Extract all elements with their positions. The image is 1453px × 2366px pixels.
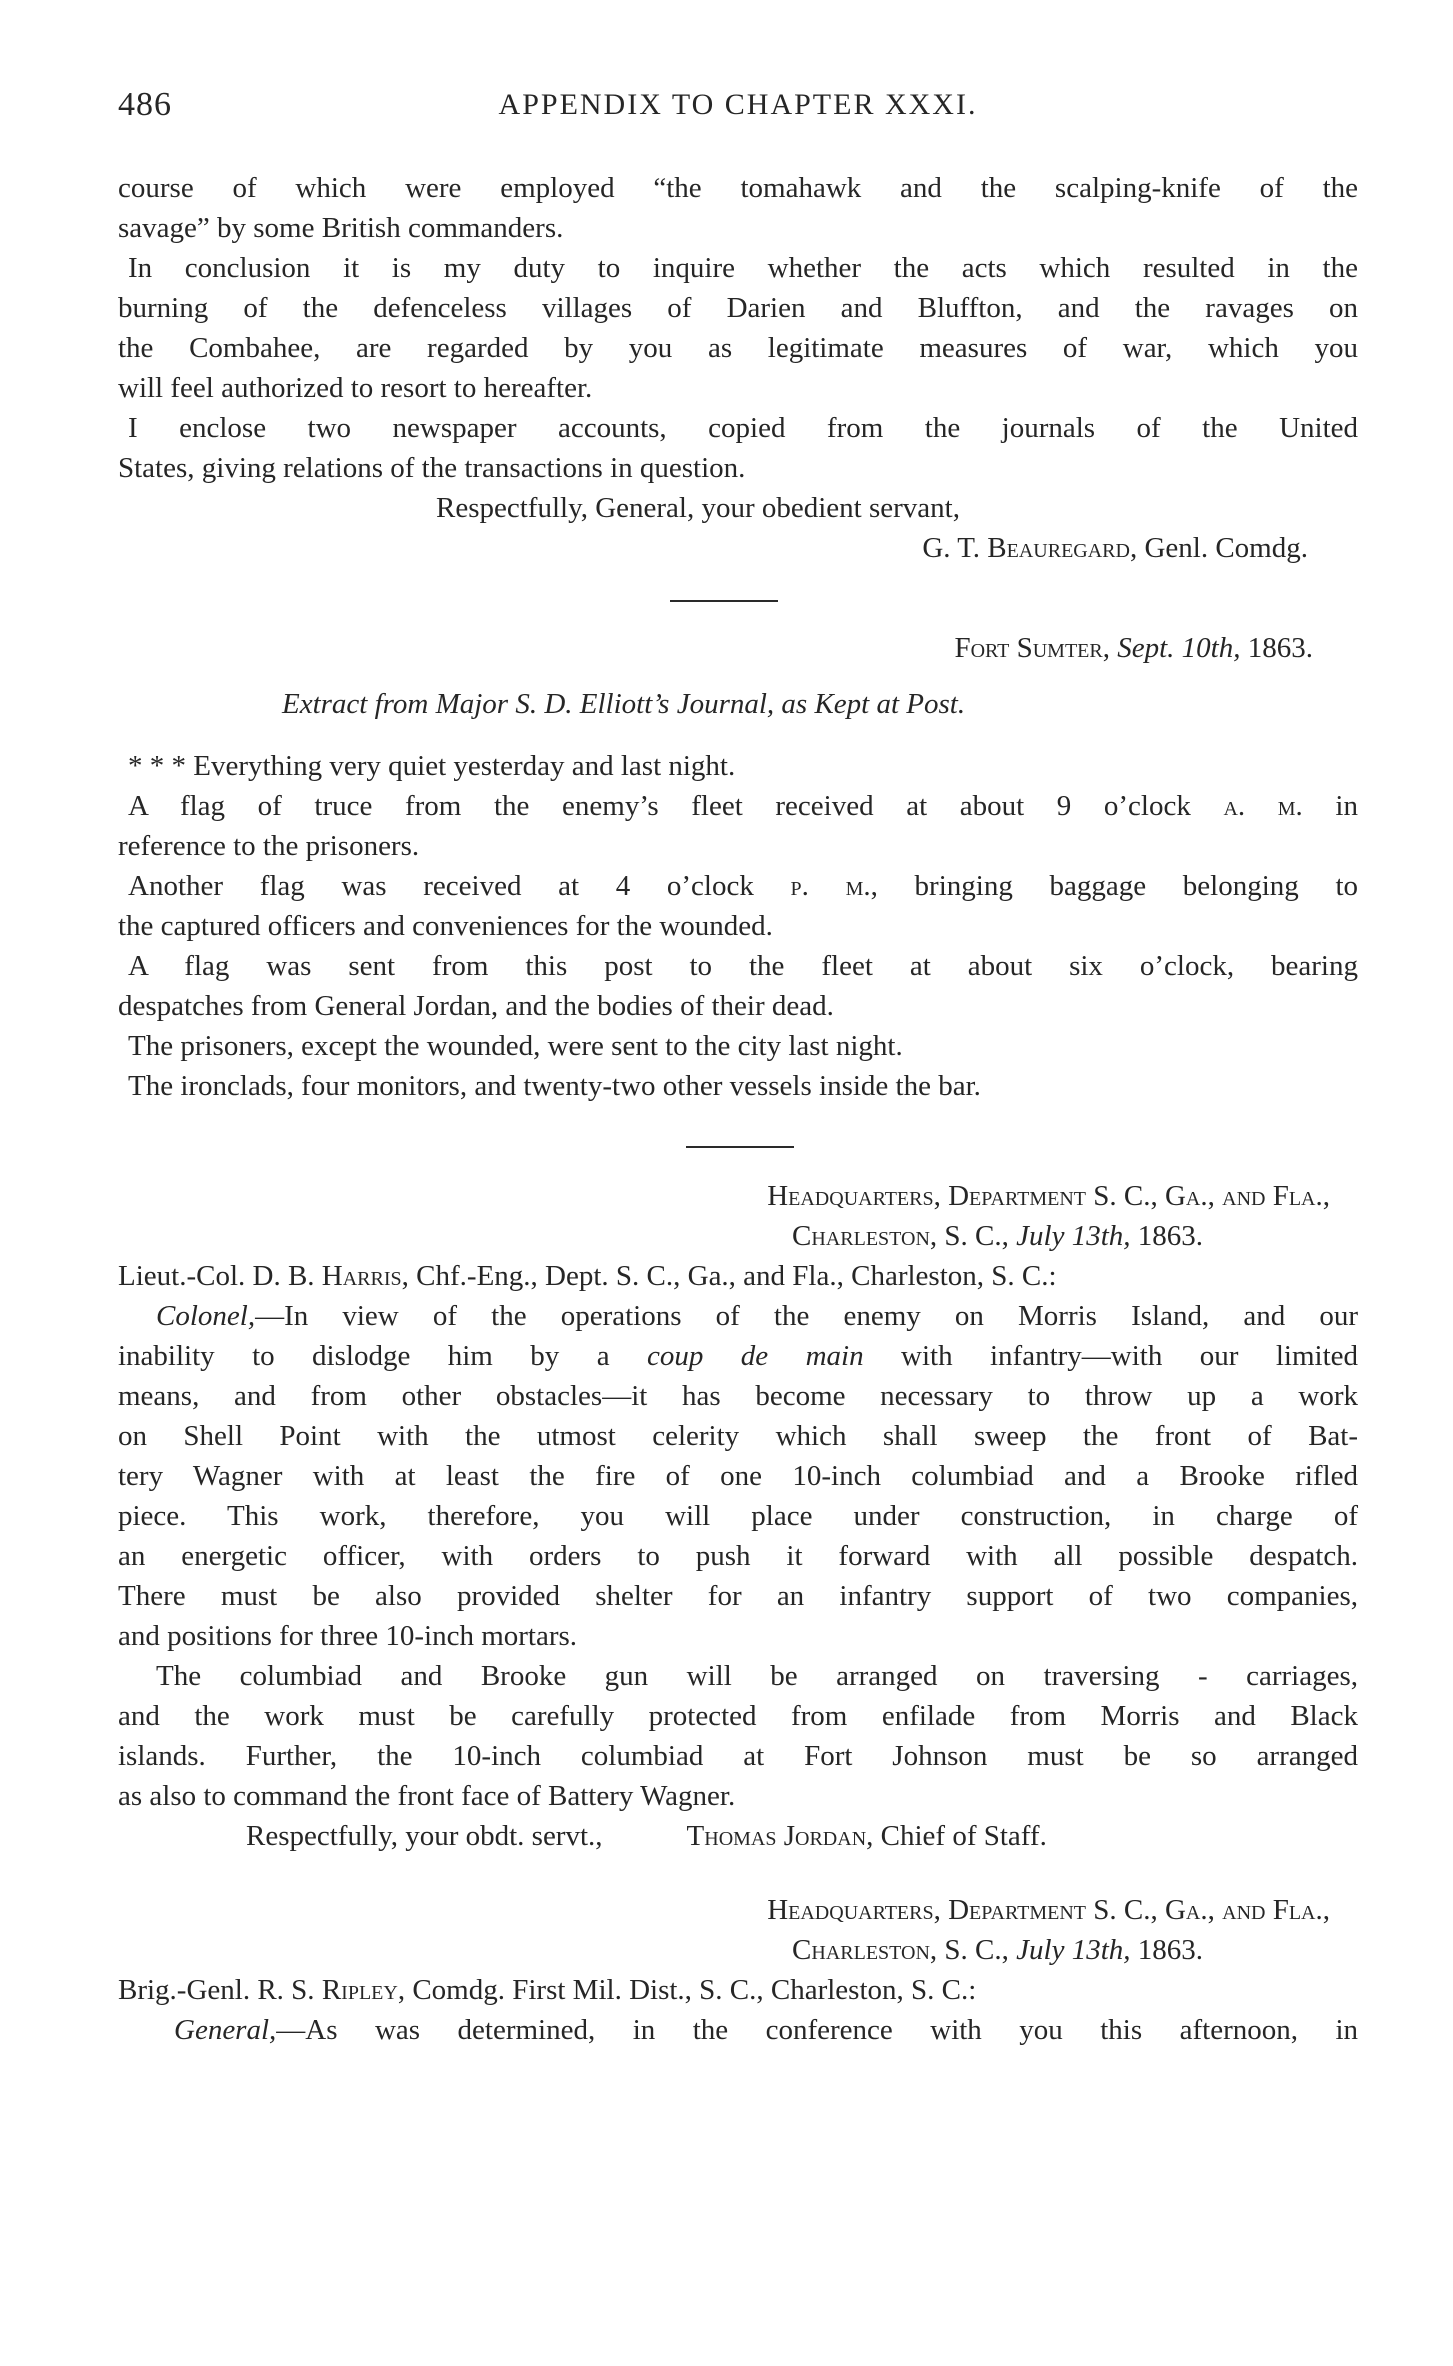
text-line: inability to dislodge him by a coup de main with infantry—with our limited [118,1340,1358,1372]
addressee: Lieut.-Col. D. B. Harris, Chf.-Eng., Dept. S. C., Ga., and Fla., Charleston, S. C.: [118,1260,1057,1292]
text-line: * * * Everything very quiet yesterday and last night. [128,750,736,782]
text-line: the Combahee, are regarded by you as legitimate measures of war, which you [118,332,1358,364]
signature-rank: , Chief of Staff. [866,1820,1047,1852]
letterhead: Headquarters, Department S. C., Ga., and Fla., [767,1894,1330,1926]
letterhead: Headquarters, Department S. C., Ga., and Fla., [767,1180,1330,1212]
journal-title: Extract from Major S. D. Elliott’s Journal, as Kept at Post. [282,688,966,720]
text-line: as also to command the front face of Battery Wagner. [118,1780,736,1812]
text-line: an energetic officer, with orders to push it forward with all possible despatch. [118,1540,1358,1572]
text-line: and the work must be carefully protected from enfilade from Morris and Black [118,1700,1358,1732]
signature [118,528,1308,568]
dateline-year: 1863. [1130,1220,1203,1252]
section-divider [686,1146,794,1148]
dateline-place: Fort Sumter, [954,632,1118,664]
text-line: reference to the prisoners. [118,830,420,862]
text-line: Colonel,—In view of the operations of the enemy on Morris Island, and our [156,1300,1358,1332]
dateline [118,1216,1203,1256]
text-line: course of which were employed “the tomahawk and the scalping-knife of the [118,172,1358,204]
text-line: General,—As was determined, in the conference with you this afternoon, in [174,2014,1358,2046]
section-divider [670,600,778,602]
text-line: A flag of truce from the enemy’s fleet received at about 9 o’clock a. m. in [128,790,1358,822]
dateline-date: July 13th, [1016,1220,1131,1252]
dateline-place: Charleston, S. C., [792,1934,1017,1966]
dateline-place: Charleston, S. C., [792,1220,1017,1252]
text-line: I enclose two newspaper accounts, copied from the journals of the United [128,412,1358,444]
dateline-year: 1863. [1130,1934,1203,1966]
dateline-date: July 13th, [1016,1934,1131,1966]
letter-closing: Respectfully, General, your obedient servant, [436,492,960,524]
letter-closing: Respectfully, your obdt. servt., Thomas Jordan, Chief of Staff. [246,1820,1047,1852]
signature-name: Thomas Jordan [686,1820,867,1852]
text-line: A flag was sent from this post to the fleet at about six o’clock, bearing [128,950,1358,982]
dateline-date: Sept. 10th, [1117,632,1241,664]
text-line: means, and from other obstacles—it has become necessary to throw up a work [118,1380,1358,1412]
salutation: General, [174,2014,277,2046]
text-line: will feel authorized to resort to hereafter. [118,372,593,404]
text-line: and positions for three 10-inch mortars. [118,1620,578,1652]
page-number: 486 [118,86,172,123]
text-line: the captured officers and conveniences for the wounded. [118,910,773,942]
dateline [118,1930,1203,1970]
dateline-year: 1863. [1240,632,1313,664]
signature-rank: , Genl. Comdg. [1129,532,1308,564]
text-line: States, giving relations of the transactions in question. [118,452,746,484]
text-line: Another flag was received at 4 o’clock p. m., bringing baggage belonging to [128,870,1359,902]
text-line: despatches from General Jordan, and the bodies of their dead. [118,990,834,1022]
text-line: The columbiad and Brooke gun will be arranged on traversing - carriages, [156,1660,1358,1692]
running-title: APPENDIX TO CHAPTER XXXI. [498,88,978,121]
text-line: burning of the defenceless villages of Darien and Bluffton, and the ravages on [118,292,1358,324]
text-line: on Shell Point with the utmost celerity which shall sweep the front of Bat- [118,1420,1358,1452]
text-line: The ironclads, four monitors, and twenty-two other vessels inside the bar. [128,1070,981,1102]
dateline [118,628,1313,668]
text-line: islands. Further, the 10-inch columbiad at Fort Johnson must be so arranged [118,1740,1358,1772]
page-header [118,86,1358,130]
text-line: There must be also provided shelter for an infantry support of two companies, [118,1580,1358,1612]
text-line: piece. This work, therefore, you will place under construction, in charge of [118,1500,1358,1532]
text-line: In conclusion it is my duty to inquire whether the acts which resulted in the [128,252,1358,284]
addressee: Brig.-Genl. R. S. Ripley, Comdg. First Mil. Dist., S. C., Charleston, S. C.: [118,1974,977,2006]
text-line: savage” by some British commanders. [118,212,564,244]
text-line: The prisoners, except the wounded, were sent to the city last night. [128,1030,903,1062]
signature-name: G. T. Beauregard [922,532,1130,564]
text-line: tery Wagner with at least the fire of one 10-inch columbiad and a Brooke rifled [118,1460,1358,1492]
salutation: Colonel, [156,1300,256,1332]
